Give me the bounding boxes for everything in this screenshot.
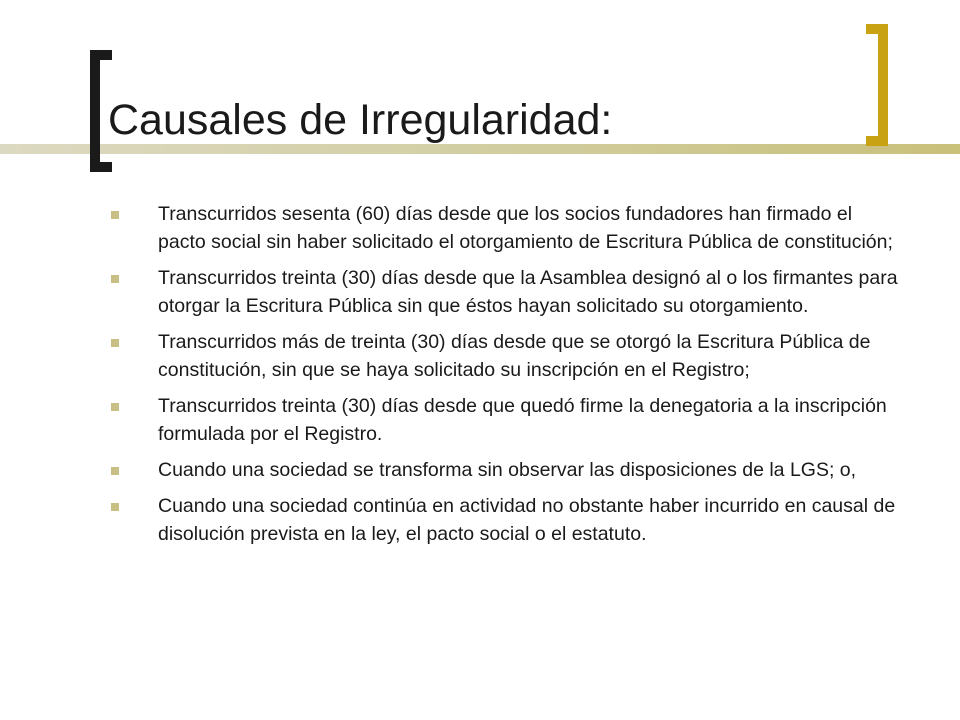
list-item-text: Cuando una sociedad continúa en actividad no obstante haber incurrido en causal de disolución prevista en la ley, el pacto social o el estatuto. <box>158 495 896 545</box>
list-item-text: Transcurridos más de treinta (30) días desde que se otorgó la Escritura Pública de constitución, sin que se haya solicitado su inscripción en el Registro; <box>158 331 871 381</box>
list-item <box>108 264 898 320</box>
list-item <box>108 492 898 548</box>
list-item <box>108 456 898 484</box>
square-bullet-icon <box>111 403 119 411</box>
list-item-text: Transcurridos treinta (30) días desde que la Asamblea designó al o los firmantes para otorgar la Escritura Pública sin que éstos hayan solicitado su otorgamiento. <box>158 267 898 317</box>
square-bullet-icon <box>111 467 119 475</box>
square-bullet-icon <box>111 275 119 283</box>
square-bullet-icon <box>111 211 119 219</box>
bullet-list <box>108 200 898 556</box>
right-bracket-decoration <box>866 24 888 146</box>
list-item <box>108 200 898 256</box>
list-item <box>108 392 898 448</box>
list-item-text: Transcurridos sesenta (60) días desde que los socios fundadores han firmado el pacto social sin haber solicitado el otorgamiento de Escritura Pública de constitución; <box>158 203 893 253</box>
list-item-text: Cuando una sociedad se transforma sin observar las disposiciones de la LGS; o, <box>158 459 857 481</box>
list-item-text: Transcurridos treinta (30) días desde que quedó firme la denegatoria a la inscripción formulada por el Registro. <box>158 395 887 445</box>
slide-title: Causales de Irregularidad: <box>108 96 613 144</box>
square-bullet-icon <box>111 339 119 347</box>
list-item <box>108 328 898 384</box>
square-bullet-icon <box>111 503 119 511</box>
